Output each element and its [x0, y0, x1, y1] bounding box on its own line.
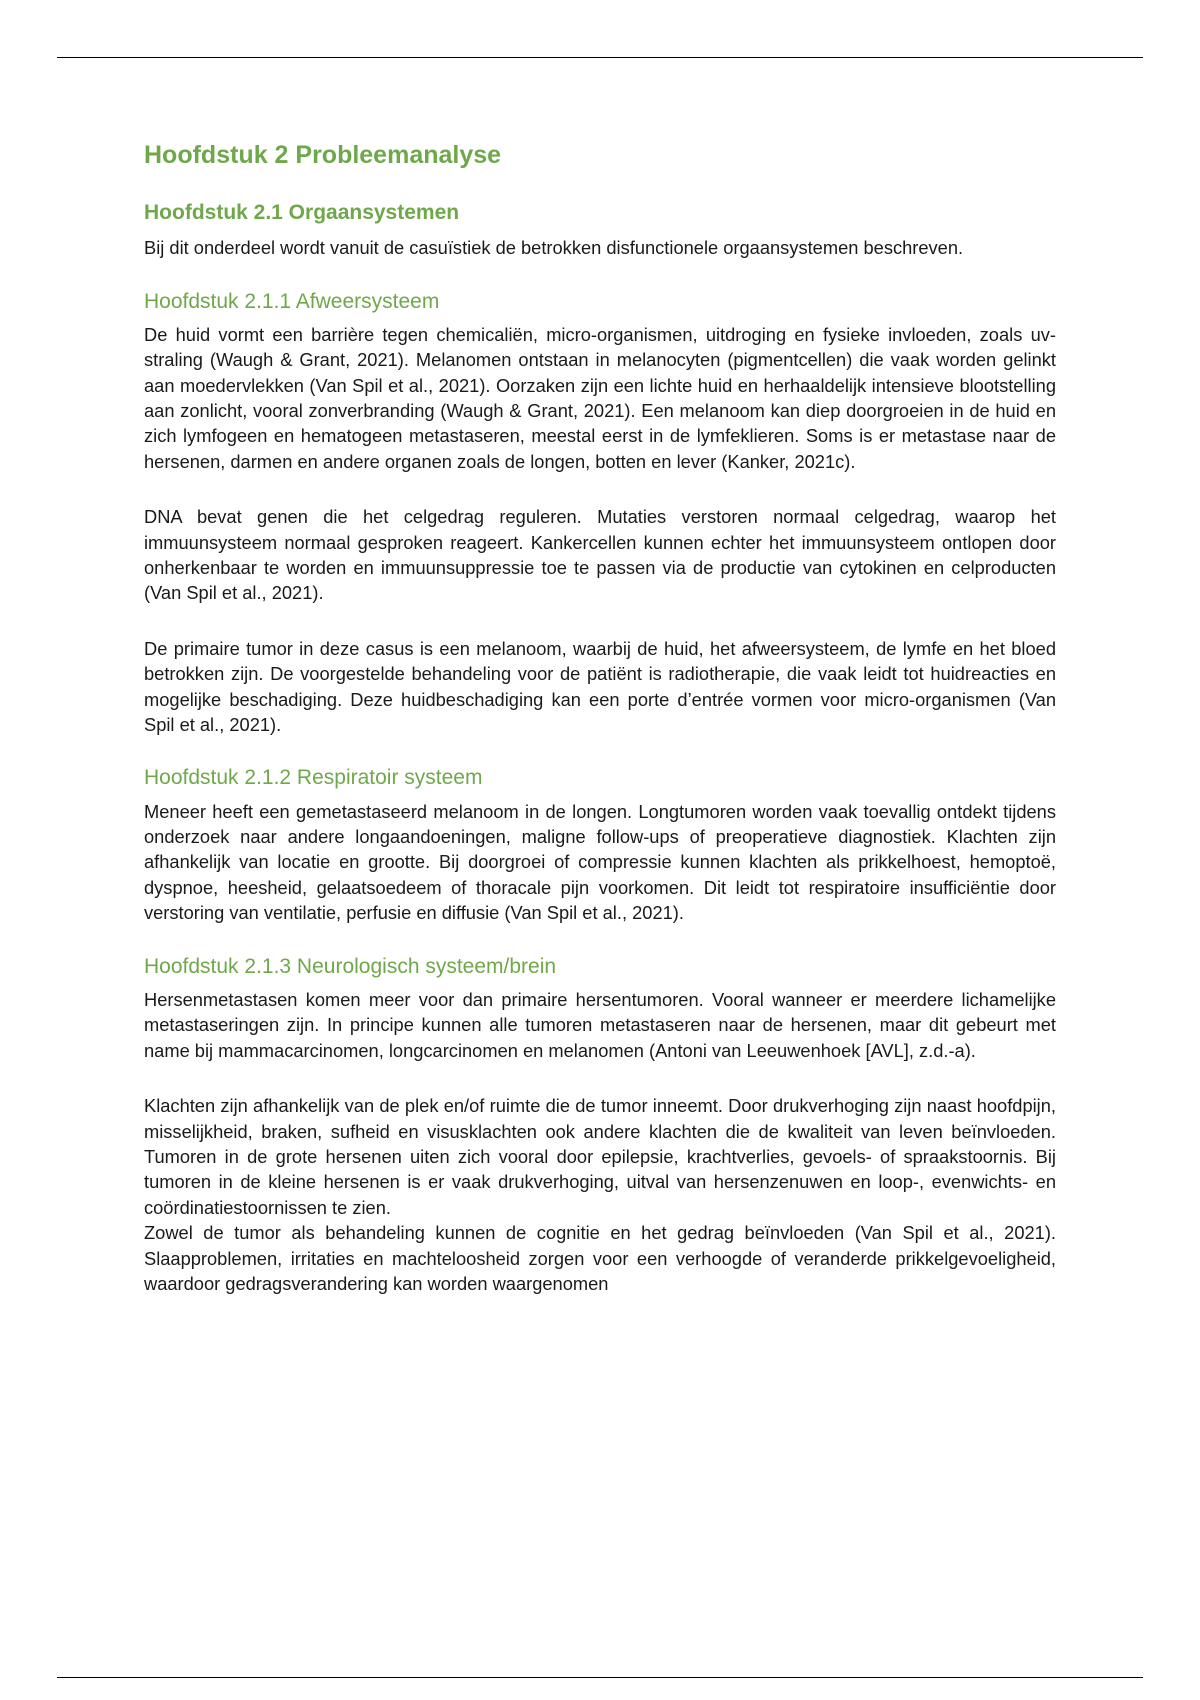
paragraph-afweer-2: DNA bevat genen die het celgedrag reguleren. Mutaties verstoren normaal celgedrag, waarop het immuunsysteem normaal gesproken reageert. Kankercellen kunnen echter het immuunsysteem ontlopen door onherkenbaar te worden en immuunsuppressie toe te passen via de productie van cytokinen en celproducten (Van Spil et al., 2021).: [144, 506, 1056, 604]
section-heading-orgaansystemen: Hoofdstuk 2.1 Orgaansystemen: [144, 201, 460, 224]
document-body: [144, 140, 1056, 1296]
paragraph-afweer-3: De primaire tumor in deze casus is een melanoom, waarbij de huid, het afweersysteem, de lymfe en het bloed betrokken zijn. De voorgestelde behandeling voor de patiënt is radiotherapie, die vaak leidt tot huidreacties en mogelijke beschadiging. Deze huidbeschadiging kan een porte d’entrée vormen voor micro-organismen (Van Spil et al., 2021).: [144, 637, 1056, 736]
subsection-heading-respiratoir: Hoofdstuk 2.1.2 Respiratoir systeem: [144, 766, 483, 790]
header-rule: [57, 57, 1143, 58]
paragraph-resp-1: Meneer heeft een gemetastaseerd melanoom in de longen. Longtumoren worden vaak toevallig ontdekt tijdens onderzoek naar andere longaandoeningen, maligne follow-ups of preoperatieve diagnostiek. Klachten zijn afhankelijk van locatie en grootte. Bij doorgroei of compressie kunnen klachten als prikkelhoest, hemoptoë, dyspnoe, heesheid, gelaatsoedeem of thoracale pijn voorkomen. Dit leidt tot respiratoire insufficiëntie door verstoring van ventilatie, perfusie en diffusie (Van Spil et al., 2021).: [144, 800, 1056, 924]
chapter-heading: Hoofdstuk 2 Probleemanalyse: [144, 141, 502, 169]
paragraph-neuro-3: Zowel de tumor als behandeling kunnen de cognitie en het gedrag beïnvloeden (Van Spil et al., 2021). Slaapproblemen, irritaties en machteloosheid zorgen voor een verhoogde of veranderde prikkelgevoeligheid, waardoor gedragsverandering kan worden waargenomen: [144, 1222, 1056, 1294]
paragraph-intro: Bij dit onderdeel wordt vanuit de casuïstiek de betrokken disfunctionele orgaansystemen beschreven.: [144, 237, 964, 259]
subsection-heading-neurologisch: Hoofdstuk 2.1.3 Neurologisch systeem/brein: [144, 954, 557, 978]
paragraph-neuro-1: Hersenmetastasen komen meer voor dan primaire hersentumoren. Vooral wanneer er meerdere lichamelijke metastaseringen zijn. In principe kunnen alle tumoren metastaseren naar de hersenen, maar dit gebeurt met name bij mammacarcinomen, longcarcinomen en melanomen (Antoni van Leeuwenhoek [AVL], z.d.-a).: [144, 988, 1056, 1061]
paragraph-neuro-2: Klachten zijn afhankelijk van de plek en/of ruimte die de tumor inneemt. Door drukverhoging zijn naast hoofdpijn, misselijkheid, braken, sufheid en visusklachten ook andere klachten die de kwaliteit van leven beïnvloeden. Tumoren in de grote hersenen uiten zich vooral door epilepsie, krachtverlies, gevoels- of spraakstoornis. Bij tumoren in de kleine hersenen is er vaak drukverhoging, uitval van hersenzenuwen en loop-, evenwichts- en coördinatiestoornissen te zien.: [144, 1095, 1056, 1218]
paragraph-afweer-1: De huid vormt een barrière tegen chemicaliën, micro-organismen, uitdroging en fysieke invloeden, zoals uv-straling (Waugh & Grant, 2021). Melanomen ontstaan in melanocyten (pigmentcellen) die vaak worden gelinkt aan moedervlekken (Van Spil et al., 2021). Oorzaken zijn een lichte huid en herhaaldelijk intensieve blootstelling aan zonlicht, vooral zonverbranding (Waugh & Grant, 2021). Een melanoom kan diep doorgroeien in de huid en zich lymfogeen en hematogeen metastaseren, meestal eerst in de lymfeklieren. Soms is er metastase naar de hersenen, darmen en andere organen zoals de longen, botten en lever (Kanker, 2021c).: [144, 323, 1056, 472]
subsection-heading-afweersysteem: Hoofdstuk 2.1.1 Afweersysteem: [144, 289, 440, 313]
footer-rule: [57, 1677, 1143, 1678]
